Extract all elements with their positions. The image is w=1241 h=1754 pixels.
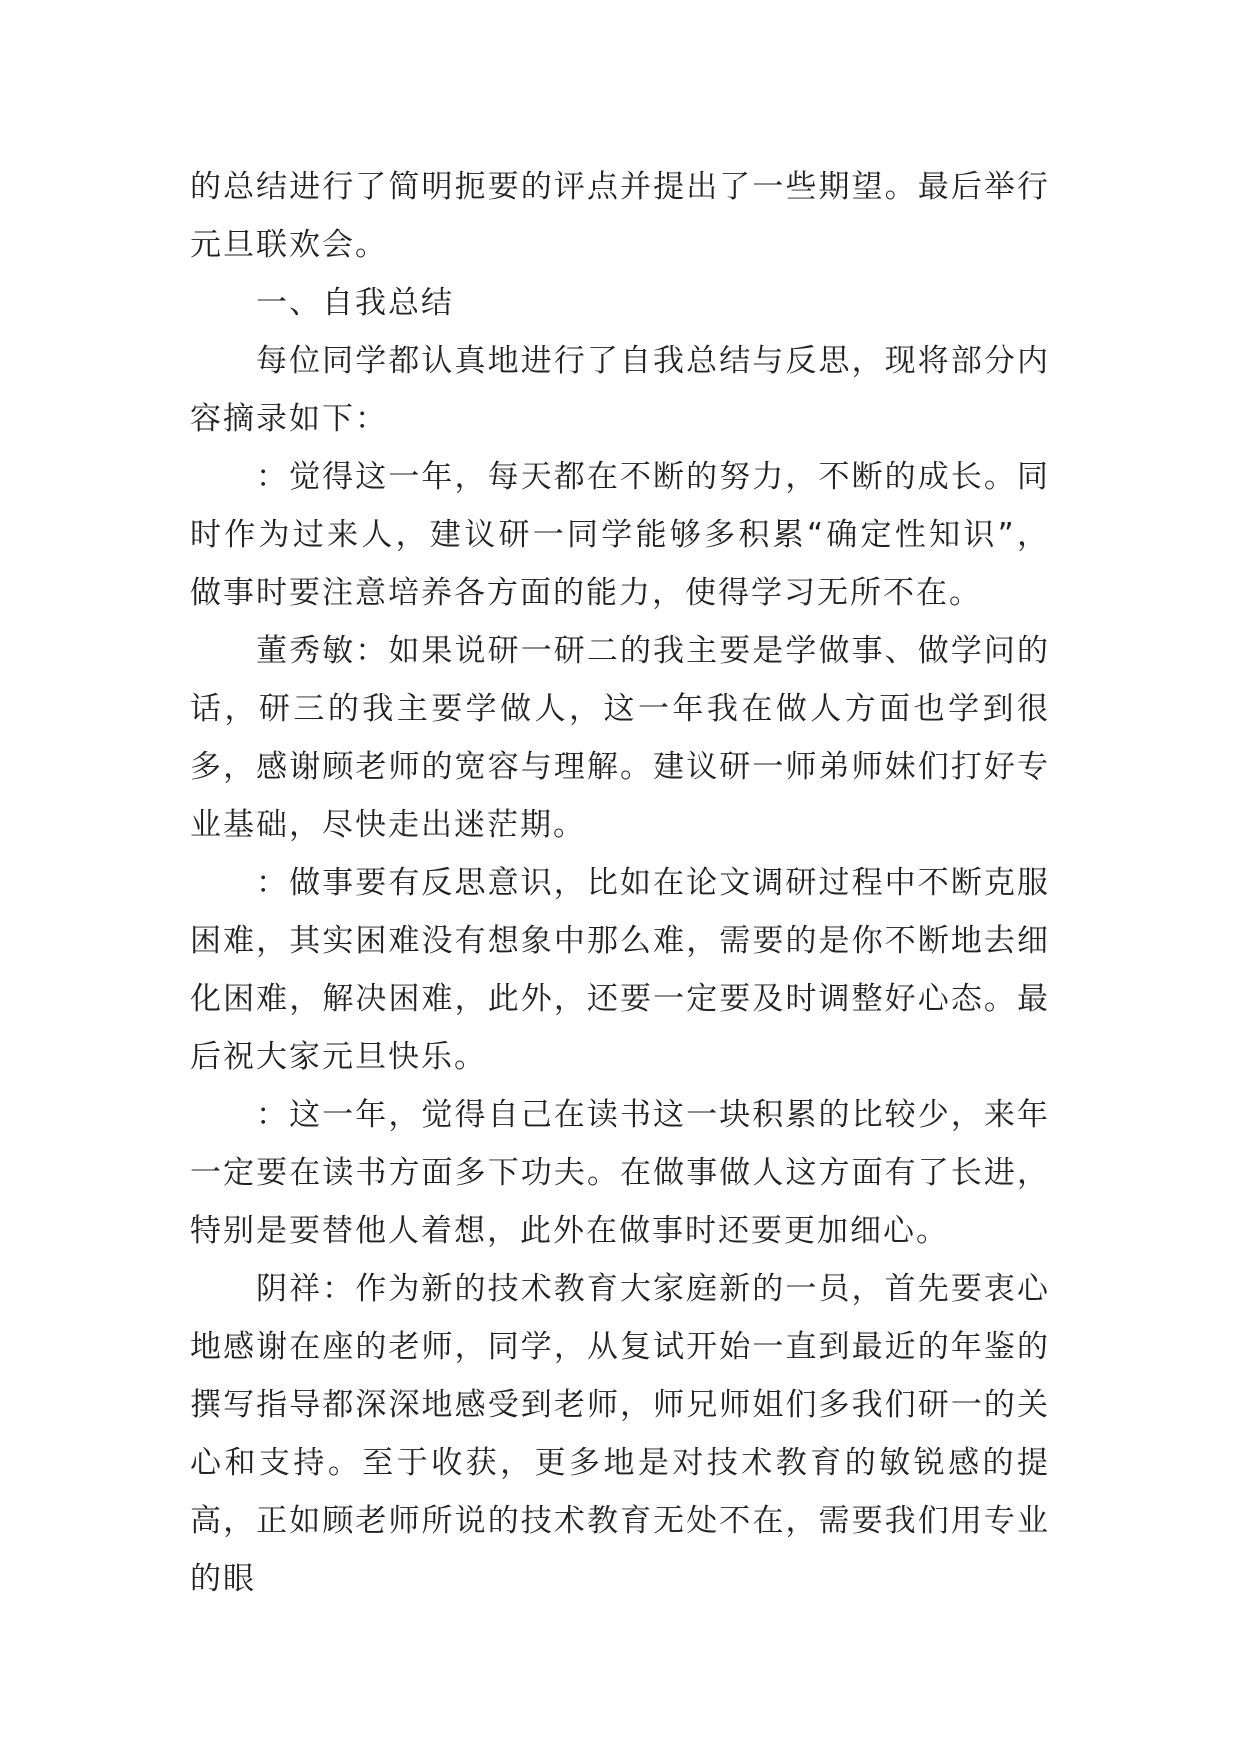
document-body [190, 158, 1050, 1608]
paragraph-summary-1: ：觉得这一年，每天都在不断的努力，不断的成长。同时作为过来人，建议研一同学能够多积累“确定性知识”，做事时要注意培养各方面的能力，使得学习无所不在。 [190, 459, 1050, 611]
paragraph-intro: 每位同学都认真地进行了自我总结与反思，现将部分内容摘录如下： [190, 343, 1050, 437]
paragraph-summary-yin-xiang: 阴祥：作为新的技术教育大家庭新的一员，首先要衷心地感谢在座的老师，同学，从复试开始一直到最近的年鉴的撰写指导都深深地感受到老师，师兄师姐们多我们研一的关心和支持。至于收获，更多地是对技术教育的敏锐感的提高，正如顾老师所说的技术教育无处不在，需要我们用专业的眼 [190, 1271, 1050, 1597]
section-heading: 一、自我总结 [256, 285, 454, 321]
paragraph-continuation: 的总结进行了简明扼要的评点并提出了一些期望。最后举行元旦联欢会。 [190, 169, 1050, 263]
paragraph-summary-dong-xiumin: 董秀敏：如果说研一研二的我主要是学做事、做学问的话，研三的我主要学做人，这一年我在做人方面也学到很多，感谢顾老师的宽容与理解。建议研一师弟师妹们打好专业基础，尽快走出迷茫期。 [190, 633, 1050, 843]
paragraph-summary-3: ：做事要有反思意识，比如在论文调研过程中不断克服困难，其实困难没有想象中那么难，需要的是你不断地去细化困难，解决困难，此外，还要一定要及时调整好心态。最后祝大家元旦快乐。 [190, 865, 1050, 1075]
paragraph-summary-4: ：这一年，觉得自己在读书这一块积累的比较少，来年一定要在读书方面多下功夫。在做事做人这方面有了长进，特别是要替他人着想，此外在做事时还要更加细心。 [190, 1097, 1050, 1249]
